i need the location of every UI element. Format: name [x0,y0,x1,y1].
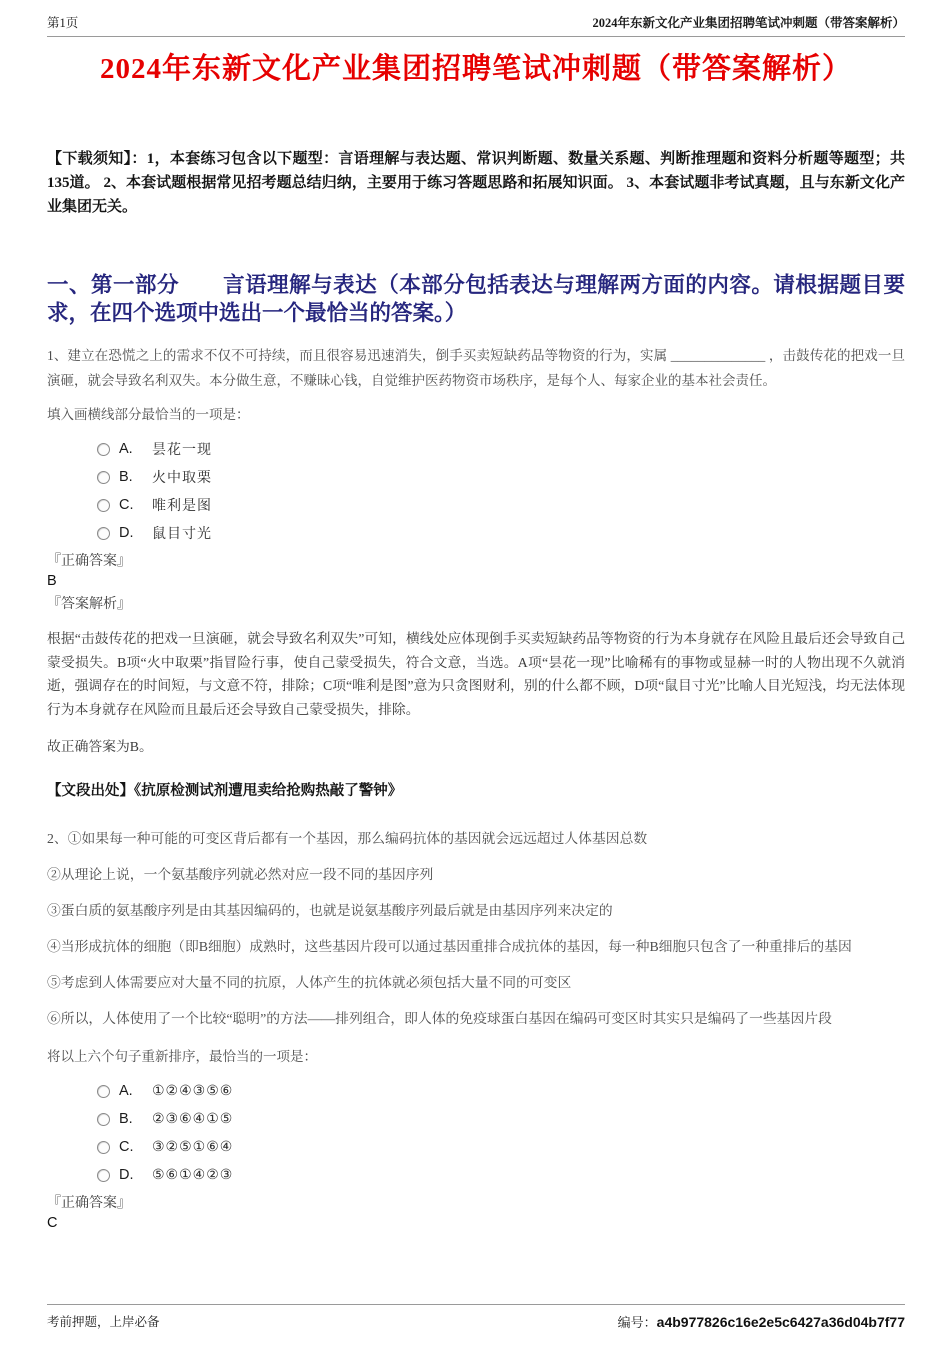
page-footer [47,1304,905,1331]
question-1-correct-answer: B [47,573,57,589]
question-1-option-c[interactable] [47,491,905,519]
question-2-correct-answer-label: 『正确答案』 [47,1196,131,1211]
question-1-analysis-label: 『答案解析』 [47,597,131,612]
footer-serial-code: a4b977826c16e2e5c6427a36d04b7f77 [656,1314,905,1330]
option-text: 鼠目寸光 [152,527,212,542]
document-title: 2024年东新文化产业集团招聘笔试冲刺题（带答案解析） [99,53,852,85]
radio-button-icon[interactable] [97,527,110,540]
question-1-source: 【文段出处】《抗原检测试剂遭甩卖给抢购热敲了警钟》 [47,783,403,799]
option-label: B. [119,1111,133,1127]
question-2-sentence-4: ④当形成抗体的细胞（即B细胞）成熟时，这些基因片段可以通过基因重排合成抗体的基因，每一种B细胞只包含了一种重排后的基因 [47,939,852,954]
option-text: 唯利是图 [152,499,212,514]
question-1-analysis-text: 根据“击鼓传花的把戏一旦演砸，就会导致名利双失”可知，横线处应体现倒手买卖短缺药品等物资的行为本身就存在风险且最后还会导致自己蒙受损失。B项“火中取栗”指冒险行事，使自己蒙受损失，符合文意，当选。A项“昙花一现”比喻稀有的事物或显赫一时的人物出现不久就消逝，强调存在的时间短，与文意不符，排除；C项“唯利是图”意为只贪图财利，别的什么都不顾，D项“鼠目寸光”比喻人目光短浅，均无法体现行为本身就存在风险而且最后还会导致自己蒙受损失，排除。 [47,631,905,717]
section-heading: 一、第一部分 言语理解与表达（本部分包括表达与理解两方面的内容。请根据题目要求，在四个选项中选出一个最恰当的答案。） [47,273,905,325]
radio-button-icon[interactable] [97,1113,110,1126]
option-label: C. [119,497,134,513]
question-2-option-d[interactable] [47,1161,905,1189]
question-2-sentence-3: ③蛋白质的氨基酸序列是由其基因编码的，也就是说氨基酸序列最后就是由基因序列来决定的 [47,903,613,918]
question-2-option-c[interactable] [47,1133,905,1161]
option-text: ③②⑤①⑥④ [152,1139,234,1155]
download-notice: 【下载须知】：1，本套练习包含以下题型：言语理解与表达题、常识判断题、数量关系题、判断推理题和资料分析题等题型；共135道。 2、本套试题根据常见招考题总结归纳，主要用于练习答题思路和拓展知识面。 3、本套试题非考试真题，且与东新文化产业集团无关。 [47,151,905,215]
question-2-sentence-6: ⑥所以，人体使用了一个比较“聪明”的方法——排列组合，即人体的免疫球蛋白基因在编码可变区时其实只是编码了一些基因片段 [47,1011,832,1026]
option-label: A. [119,1083,133,1099]
question-2-option-a[interactable] [47,1077,905,1105]
question-2-sentence-1 [47,828,905,850]
footer-serial [618,1312,905,1331]
radio-button-icon[interactable] [97,1141,110,1154]
header-doc-title: 2024年东新文化产业集团招聘笔试冲刺题（带答案解析） [592,16,905,30]
option-text: ①②④③⑤⑥ [152,1083,234,1099]
footer-slogan: 考前押题，上岸必备 [47,1315,160,1329]
question-2-prompt: 将以上六个句子重新排序，最恰当的一项是： [47,1049,317,1064]
radio-button-icon[interactable] [97,1085,110,1098]
radio-button-icon[interactable] [97,443,110,456]
page-header [47,0,905,37]
radio-button-icon[interactable] [97,471,110,484]
question-1-option-a[interactable] [47,435,905,463]
option-label: B. [119,469,133,485]
footer-serial-label: 编号： [617,1315,657,1330]
question-2-options [47,1077,905,1189]
radio-button-icon[interactable] [97,499,110,512]
option-label: C. [119,1139,134,1155]
question-1-options [47,435,905,547]
option-label: A. [119,441,133,457]
radio-button-icon[interactable] [97,1169,110,1182]
question-2-sentence-5: ⑤考虑到人体需要应对大量不同的抗原，人体产生的抗体就必须包括大量不同的可变区 [47,975,572,990]
question-1-conclusion: 故正确答案为B。 [47,739,153,754]
question-1-option-d[interactable] [47,519,905,547]
question-1-prompt: 填入画横线部分最恰当的一项是： [47,407,250,422]
option-text: ⑤⑥①④②③ [152,1167,234,1183]
option-text: 火中取栗 [152,471,212,486]
question-1-correct-answer-label: 『正确答案』 [47,554,131,569]
question-2-number: 2、 [47,831,68,846]
question-2-option-b[interactable] [47,1105,905,1133]
question-1-option-b[interactable] [47,463,905,491]
question-2-sentence-2: ②从理论上说，一个氨基酸序列就必然对应一段不同的基因序列 [47,867,434,882]
option-label: D. [119,1167,134,1183]
option-text: ②③⑥④①⑤ [152,1111,234,1127]
page-number: 第1页 [47,16,79,30]
question-1-stem: 1、建立在恐慌之上的需求不仅不可持续，而且很容易迅速消失，倒手买卖短缺药品等物资的行为，实属 ______________ ，击鼓传花的把戏一旦演砸，就会导致名利双失。本分做生意，不赚昧心钱，自觉维护医药物资市场秩序，是每个人、每家企业的基本社会责任。 [47,348,905,388]
sentence-text: ①如果每一种可能的可变区背后都有一个基因，那么编码抗体的基因就会远远超过人体基因总数 [67,831,648,846]
question-2-correct-answer: C [47,1215,58,1231]
option-text: 昙花一现 [152,443,212,458]
option-label: D. [119,525,134,541]
